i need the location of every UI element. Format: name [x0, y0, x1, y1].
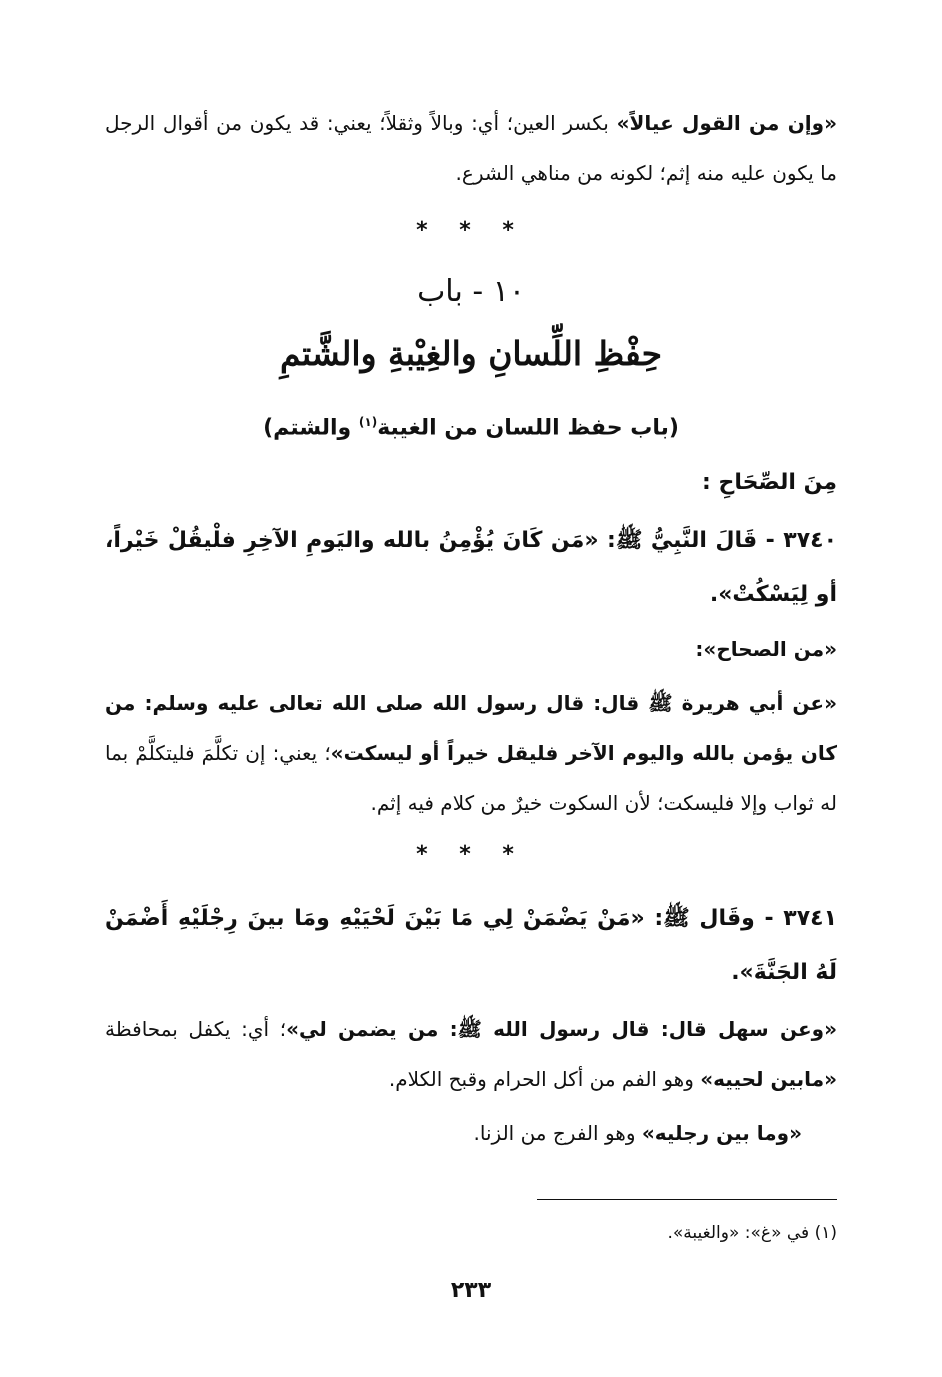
chapter-number: ١٠ - باب [417, 274, 525, 309]
commentary-3741-explanation-3: وهو الفرج من الزنا. [473, 1121, 642, 1145]
commentary-label: «من الصحاح»: [695, 637, 837, 661]
commentary-3741-quote: «وعن سهل قال: قال رسول الله ﷺ: من يضمن لي» [286, 1017, 838, 1041]
commentary-3741-line3 [105, 1108, 802, 1158]
commentary-3741 [105, 1004, 837, 1104]
commentary-3741-quote-3: «وما بين رجليه» [641, 1121, 802, 1145]
chapter-subtitle [0, 400, 942, 450]
commentary-3741-explanation-2: وهو الفم من أكل الحرام وقبح الكلام. [388, 1067, 701, 1091]
intro-paragraph [105, 98, 837, 198]
separator-top: * * * [416, 218, 526, 243]
separator-middle: * * * [416, 842, 526, 867]
section-label: مِنَ الصِّحَاحِ : [702, 470, 837, 495]
commentary-3740 [105, 678, 837, 828]
hadith-3741: ٣٧٤١ - وقَال ﷺ: «مَنْ يَضْمَنْ لِي مَا بَيْنَ لَحْيَيْهِ ومَا بينَ رِجْلَيْهِ أَضْمَنْ لَهُ الجَنَّةَ». [105, 906, 837, 985]
footnote-divider [537, 1199, 837, 1200]
footnote: (١) في «غ»: «والغيبة». [667, 1223, 837, 1243]
page-number: ٢٣٣ [450, 1278, 492, 1303]
commentary-3741-quote-2: «مابين لحييه» [700, 1067, 837, 1091]
footnote-marker: (١) [358, 415, 378, 429]
intro-quote: «وإن من القول عيالاً» [616, 111, 837, 135]
commentary-3741-explanation-1: ؛ أي: يكفل بمحافظة [105, 1017, 287, 1041]
intro-explanation: بكسر العين؛ أي: وبالاً وثقلاً؛ يعني: قد يكون من أقوال الرجل ما يكون عليه منه إثم؛ لكونه من مناهي الشرع. [105, 111, 837, 185]
commentary-3740-explanation: ؛ يعني: إن تكلَّمَ فليتكلَّمْ بما له ثواب وإلا فليسكت؛ لأن السكوت خيرٌ من كلام فيه إثم. [105, 741, 837, 815]
subtitle-text: (باب حفظ اللسان من الغيبة [377, 415, 679, 441]
subtitle-end: والشتم) [263, 415, 359, 441]
chapter-title: حِفْظِ اللِّسانِ والغِيْبةِ والشَّتمِ [280, 334, 662, 373]
commentary-3740-quote: «عن أبي هريرة ﷺ قال: قال رسول الله صلى الله تعالى عليه وسلم: من كان يؤمن بالله واليوم الآخر فليقل خيراً أو ليسكت» [105, 691, 837, 765]
hadith-3740: ٣٧٤٠ - قَالَ النَّبِيُّ ﷺ: «مَن كَانَ يُؤْمِنُ بالله واليَومِ الآخِرِ فلْيقُلْ خَيْراً، أو لِيَسْكُتْ». [105, 528, 837, 607]
